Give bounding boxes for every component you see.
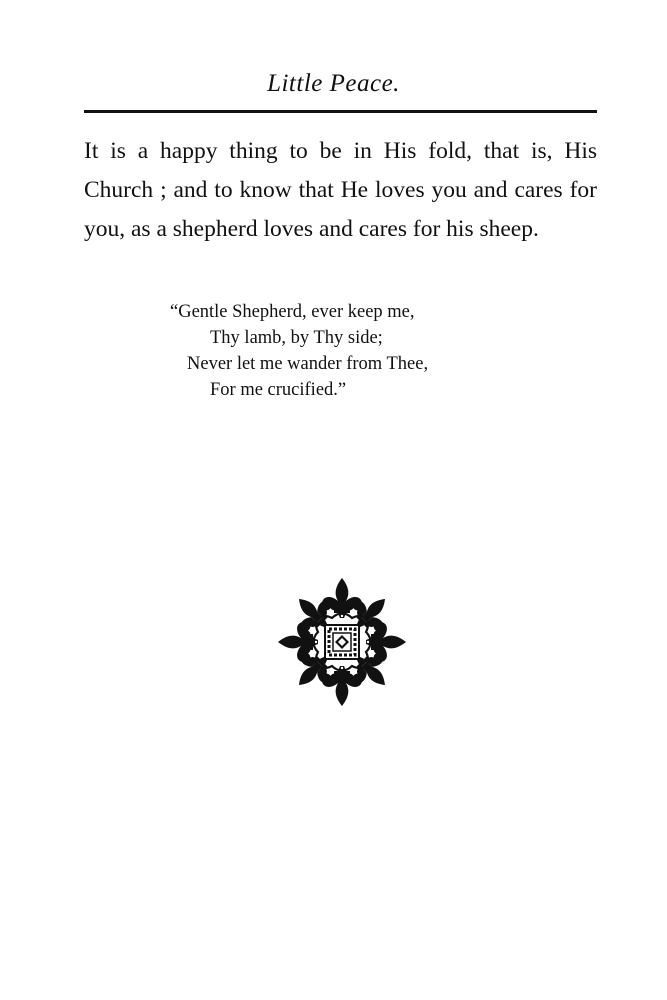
hymn-verse [170, 299, 530, 403]
body-paragraph: It is a happy thing to be in His fold, that is, His Church ; and to know that He loves you and cares for you, as a shepherd loves and cares for his sheep. [84, 138, 597, 242]
running-head: Little Peace. [267, 70, 400, 97]
verse-line-4: For me crucified.” [210, 380, 347, 400]
verse-line-1: “Gentle Shepherd, ever keep me, [170, 302, 415, 322]
fleuron-ornament-icon [274, 574, 410, 710]
verse-line-2: Thy lamb, by Thy side; [210, 328, 383, 348]
verse-line-3: Never let me wander from Thee, [187, 354, 429, 374]
header-rule [84, 110, 597, 113]
